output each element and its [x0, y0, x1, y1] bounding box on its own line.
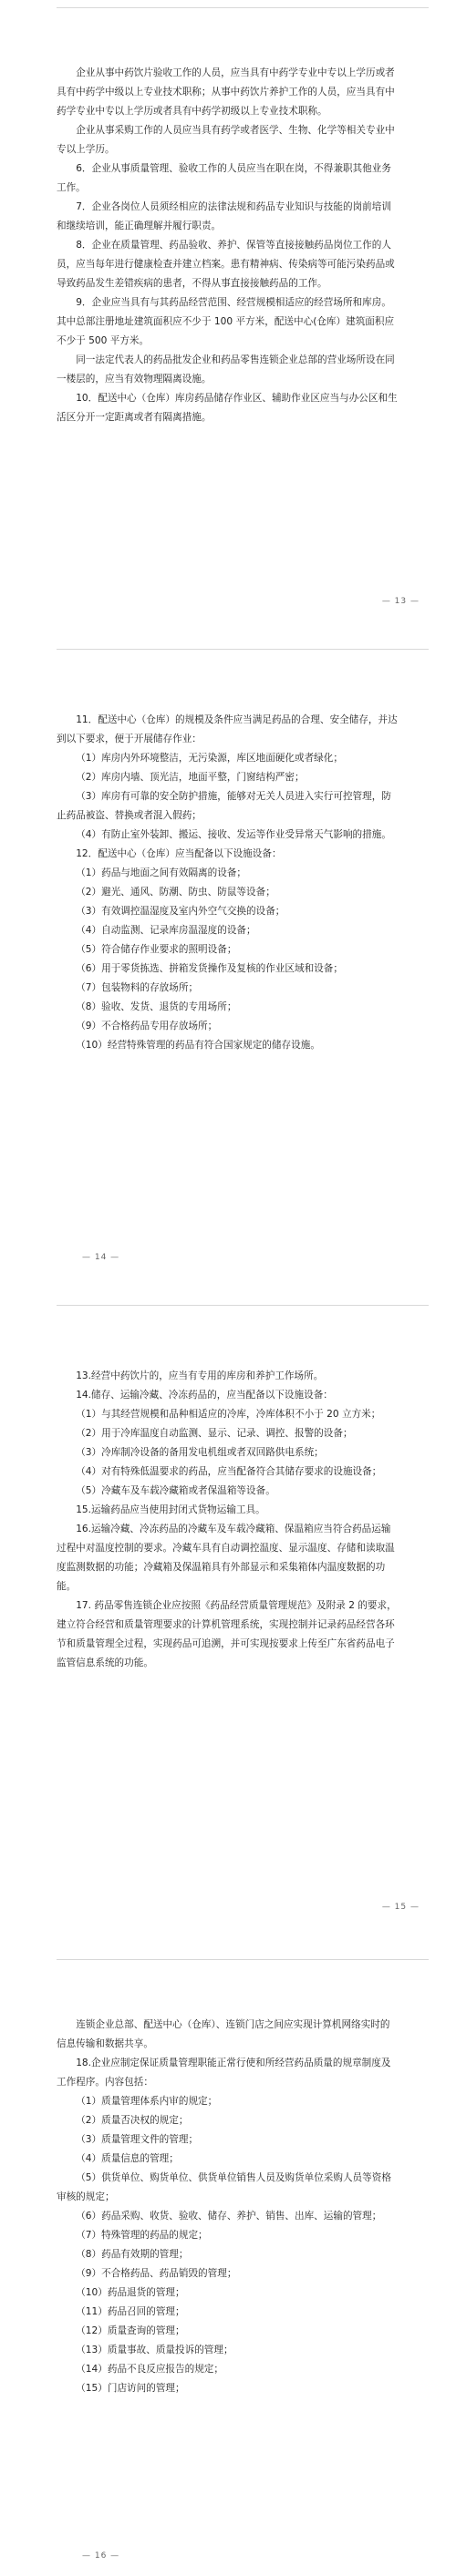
page-14	[0, 711, 456, 1055]
paragraph: 企业从事采购工作的人员应当具有药学或者医学、生物、化学等相关专业中专以上学历。	[57, 125, 395, 155]
list-item: （2）库房内墙、顶光洁，地面平整，门窗结构严密；	[76, 772, 305, 783]
list-item: （5）冷藏车及车载冷藏箱或者保温箱等设备。	[76, 1485, 275, 1496]
list-item: （10）经营特殊管理的药品有符合国家规定的储存设施。	[76, 1040, 320, 1051]
list-item: （7）包装物料的存放场所；	[76, 982, 199, 993]
paragraph: 企业从事中药饮片验收工作的人员，应当具有中药学专业中专以上学历或者具有中药学中级以上专业技术职称；从事中药饮片养护工作的人员，应当具有中药学专业中专以上学历或者具有中药学初级以上专业技术职称。	[57, 67, 395, 117]
page-number: — 14 —	[82, 1253, 120, 1262]
list-item: （4）质量信息的管理；	[76, 2153, 179, 2164]
list-item: （4）自动监测、记录库房温湿度的设备；	[76, 925, 256, 936]
list-item: （14）药品不良反应报告的规定；	[76, 2364, 223, 2375]
list-item: （6）药品采购、收货、验收、储存、养护、销售、出库、运输的管理；	[76, 2211, 382, 2222]
paragraph: 12．配送中心（仓库）应当配备以下设施设备：	[76, 848, 282, 859]
page-divider	[57, 1959, 429, 1960]
paragraph: 15.运输药品应当使用封闭式货物运输工具。	[76, 1504, 265, 1515]
page-13	[0, 64, 456, 427]
list-item: （7）特殊管理的药品的规定；	[76, 2230, 208, 2241]
list-item: （1）质量管理体系内审的规定；	[76, 2096, 218, 2107]
list-item: （1）与其经营规模和品种相适应的冷库，冷库体积不小于 20 立方米；	[76, 1409, 381, 1420]
list-item: （10）药品退货的管理；	[76, 2287, 185, 2298]
list-item: （3）库房有可靠的安全防护措施，能够对无关人员进入实行可控管理，防止药品被盗、替换或者混入假药；	[57, 791, 391, 821]
paragraph: 11．配送中心（仓库）的规模及条件应当满足药品的合理、安全储存，并达到以下要求，便于开展储存作业：	[57, 714, 398, 744]
page-number: — 15 —	[381, 1903, 420, 1912]
paragraph: 16.运输冷藏、冷冻药品的冷藏车及车载冷藏箱、保温箱应当符合药品运输过程中对温度控制的要求。冷藏车具有自动调控温度、显示温度、存储和读取温度监测数据的功能；冷藏箱及保温箱具有外部显示和采集箱体内温度数据的功能。	[57, 1524, 395, 1592]
list-item: （3）有效调控温湿度及室内外空气交换的设备；	[76, 906, 285, 917]
list-item: （8）药品有效期的管理；	[76, 2249, 189, 2260]
list-item: （1）库房内外环境整洁，无污染源，库区地面硬化或者绿化；	[76, 753, 343, 764]
list-item: （15）门店访问的管理；	[76, 2383, 185, 2394]
list-item: （3）冷库制冷设备的备用发电机组或者双回路供电系统；	[76, 1447, 324, 1458]
paragraph: 连锁企业总部、配送中心（仓库）、连锁门店之间应实现计算机网络实时的信息传输和数据共享。	[57, 2019, 390, 2049]
list-item: （12）质量查询的管理；	[76, 2325, 185, 2336]
list-item: （13）质量事故、质量投诉的管理；	[76, 2345, 233, 2355]
page-number: — 13 —	[381, 597, 420, 606]
list-item: （3）质量管理文件的管理；	[76, 2134, 199, 2145]
paragraph: 7．企业各岗位人员须经相应的法律法规和药品专业知识与技能的岗前培训和继续培训，能正确理解并履行职责。	[57, 201, 391, 231]
page-15	[0, 1367, 456, 1673]
paragraph: 10．配送中心（仓库）库房药品储存作业区、辅助作业区应当与办公区和生活区分开一定距离或者有隔离措施。	[57, 393, 398, 423]
page-top-rule	[57, 7, 429, 8]
paragraph: 13.经营中药饮片的，应当有专用的库房和养护工作场所。	[76, 1370, 324, 1381]
paragraph: 8．企业在质量管理、药品验收、养护、保管等直接接触药品岗位工作的人员，应当每年进行健康检查并建立档案。患有精神病、传染病等可能污染药品或导致药品发生差错疾病的患者，不得从事直接接触药品的工作。	[57, 240, 395, 289]
list-item: （2）质量否决权的规定；	[76, 2115, 189, 2126]
list-item: （4）有防止室外装卸、搬运、接收、发运等作业受异常天气影响的措施。	[76, 829, 391, 840]
list-item: （1）药品与地面之间有效隔离的设备；	[76, 867, 247, 878]
list-item: （2）用于冷库温度自动监测、显示、记录、调控、报警的设备；	[76, 1428, 353, 1439]
page-divider	[57, 649, 429, 650]
list-item: （6）用于零货拣选、拼箱发货操作及复核的作业区域和设备；	[76, 963, 343, 974]
page-divider	[57, 1305, 429, 1306]
page-number: — 16 —	[82, 2551, 120, 2561]
paragraph: 9．企业应当具有与其药品经营范围、经营规模相适应的经营场所和库房。其中总部注册地址建筑面积应不少于 100 平方米，配送中心(仓库）建筑面积应不少于 500 平方米。	[57, 297, 395, 346]
paragraph: 6．企业从事质量管理、验收工作的人员应当在职在岗，不得兼职其他业务工作。	[57, 163, 391, 193]
page-16	[0, 2016, 456, 2398]
list-item: （9）不合格药品、药品销毁的管理；	[76, 2268, 237, 2279]
paragraph: 14.储存、运输冷藏、冷冻药品的，应当配备以下设施设备：	[76, 1390, 333, 1401]
list-item: （8）验收、发货、退货的专用场所；	[76, 1001, 237, 1012]
paragraph: 同一法定代表人的药品批发企业和药品零售连锁企业总部的营业场所设在同一楼层的，应当有效物理隔离设施。	[57, 354, 395, 385]
list-item: （5）供货单位、购货单位、供货单位销售人员及购货单位采购人员等资格审核的规定；	[57, 2172, 391, 2202]
list-item: （11）药品召回的管理；	[76, 2306, 185, 2317]
list-item: （5）符合储存作业要求的照明设备；	[76, 944, 237, 955]
list-item: （9）不合格药品专用存放场所；	[76, 1021, 218, 1031]
list-item: （2）避光、通风、防潮、防虫、防鼠等设备；	[76, 887, 275, 898]
paragraph: 17. 药品零售连锁企业应按照《药品经营质量管理规范》及附录 2 的要求，建立符合经营和质量管理要求的计算机管理系统，实现控制并记录药品经营各环节和质量管理全过程，实现药品可追溯，并可实现按要求上传至广东省药品电子监管信息系统的功能。	[57, 1600, 397, 1668]
list-item: （4）对有特殊低温要求的药品，应当配备符合其储存要求的设施设备；	[76, 1466, 382, 1477]
paragraph: 18.企业应制定保证质量管理职能正常行使和所经营药品质量的规章制度及工作程序。内容包括：	[57, 2058, 391, 2088]
